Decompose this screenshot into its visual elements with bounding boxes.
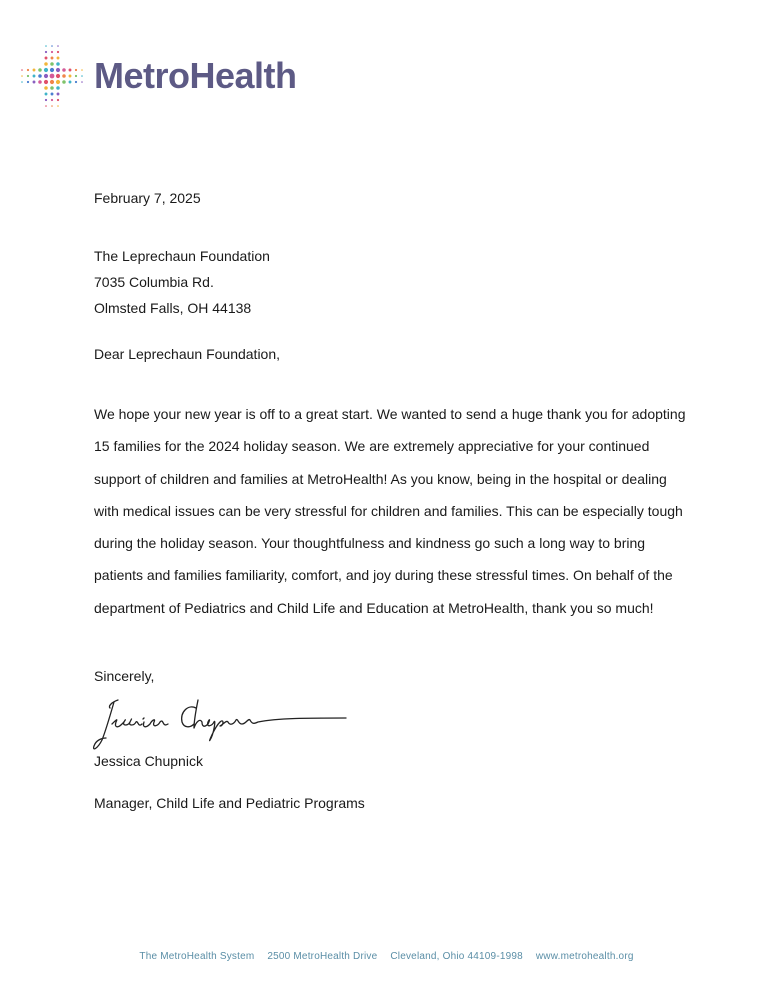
logo-dot (75, 75, 77, 77)
closing: Sincerely, (94, 668, 155, 684)
logo-dot (21, 81, 23, 83)
logo-dot (57, 57, 60, 60)
logo-dot (44, 80, 48, 84)
logo-dot (81, 75, 83, 77)
recipient-name: The Leprechaun Foundation (94, 248, 270, 264)
logo-dot (57, 93, 60, 96)
logo-dot (33, 69, 36, 72)
logo-dot (50, 68, 54, 72)
logo-dot (56, 86, 60, 90)
logo-dot (81, 69, 83, 71)
logo-dot (33, 81, 36, 84)
logo-dot (38, 68, 42, 72)
logo-dot (45, 93, 48, 96)
logo-dot (27, 75, 29, 77)
logo-dot (56, 62, 60, 66)
logo-dot (21, 69, 23, 71)
logo-dot (51, 45, 53, 47)
logo-dot (56, 74, 60, 78)
logo-dot (44, 74, 48, 78)
footer-city: Cleveland, Ohio 44109-1998 (390, 951, 523, 962)
logo-dot (62, 68, 66, 72)
logo-dot (45, 105, 47, 107)
logo-dot (27, 81, 29, 83)
logo-dot (69, 81, 72, 84)
logo-dot (38, 80, 42, 84)
handwritten-signature (88, 694, 358, 756)
logo-dot (57, 105, 59, 107)
logo-dot (45, 45, 47, 47)
logo-dot (62, 80, 66, 84)
logo-dot (50, 74, 55, 79)
signer-name: Jessica Chupnick (94, 753, 203, 769)
letter-date: February 7, 2025 (94, 190, 201, 206)
logo-dot (56, 80, 60, 84)
logo-dot (33, 75, 36, 78)
logo-dot (81, 81, 83, 83)
logo-dot (56, 68, 60, 72)
recipient-city: Olmsted Falls, OH 44138 (94, 300, 252, 316)
logo-dot (75, 69, 77, 71)
logo-dot (21, 75, 23, 77)
logo-dot (44, 86, 48, 90)
logo-dot (50, 62, 54, 66)
logo-dot (38, 74, 42, 78)
footer-website[interactable]: www.metrohealth.org (535, 951, 634, 962)
letterhead-logo (18, 44, 318, 108)
logo-dot (45, 99, 47, 101)
logo-dot (69, 75, 72, 78)
metrohealth-cross-dots-icon (18, 44, 88, 108)
logo-dot (57, 45, 59, 47)
letter-body: We hope your new year is off to a great start. We wanted to send a huge thank you for adopting 15 families for the 2024 holiday season. We are extremely appreciative for your continued support of children and families at MetroHealth! As you know, being in the hospital or dealing with medical issues can be very stressful for children and families. This can be especially tough during the holiday season. Your thoughtfulness and kindness go such a long way to bring patients and families familiarity, comfort, and joy during these stressful times. On behalf of the department of Pediatrics and Child Life and Education at MetroHealth, thank you so much! (94, 406, 686, 616)
footer-address: 2500 MetroHealth Drive (267, 951, 378, 962)
logo-dot (44, 62, 48, 66)
logo-dot (50, 86, 54, 90)
logo-wordmark: MetroHealth (94, 55, 297, 96)
logo-dot (45, 57, 48, 60)
logo-dot (69, 69, 72, 72)
logo-dot (51, 57, 54, 60)
logo-dot (51, 93, 54, 96)
footer-system: The MetroHealth System (139, 951, 255, 962)
signer-title: Manager, Child Life and Pediatric Programs (94, 795, 365, 811)
logo-dot (51, 99, 53, 101)
salutation: Dear Leprechaun Foundation, (94, 346, 281, 362)
logo-dot (75, 81, 77, 83)
recipient-address (94, 243, 270, 321)
letterhead-footer (0, 951, 773, 962)
logo-dot (44, 68, 48, 72)
logo-dot (57, 51, 59, 53)
logo-dot (51, 51, 53, 53)
recipient-street: 7035 Columbia Rd. (94, 274, 214, 290)
logo-dot (27, 69, 29, 71)
logo-dot (50, 80, 54, 84)
logo-dot (51, 105, 53, 107)
logo-dot (62, 74, 66, 78)
logo-dot (45, 51, 47, 53)
logo-dot (57, 99, 59, 101)
